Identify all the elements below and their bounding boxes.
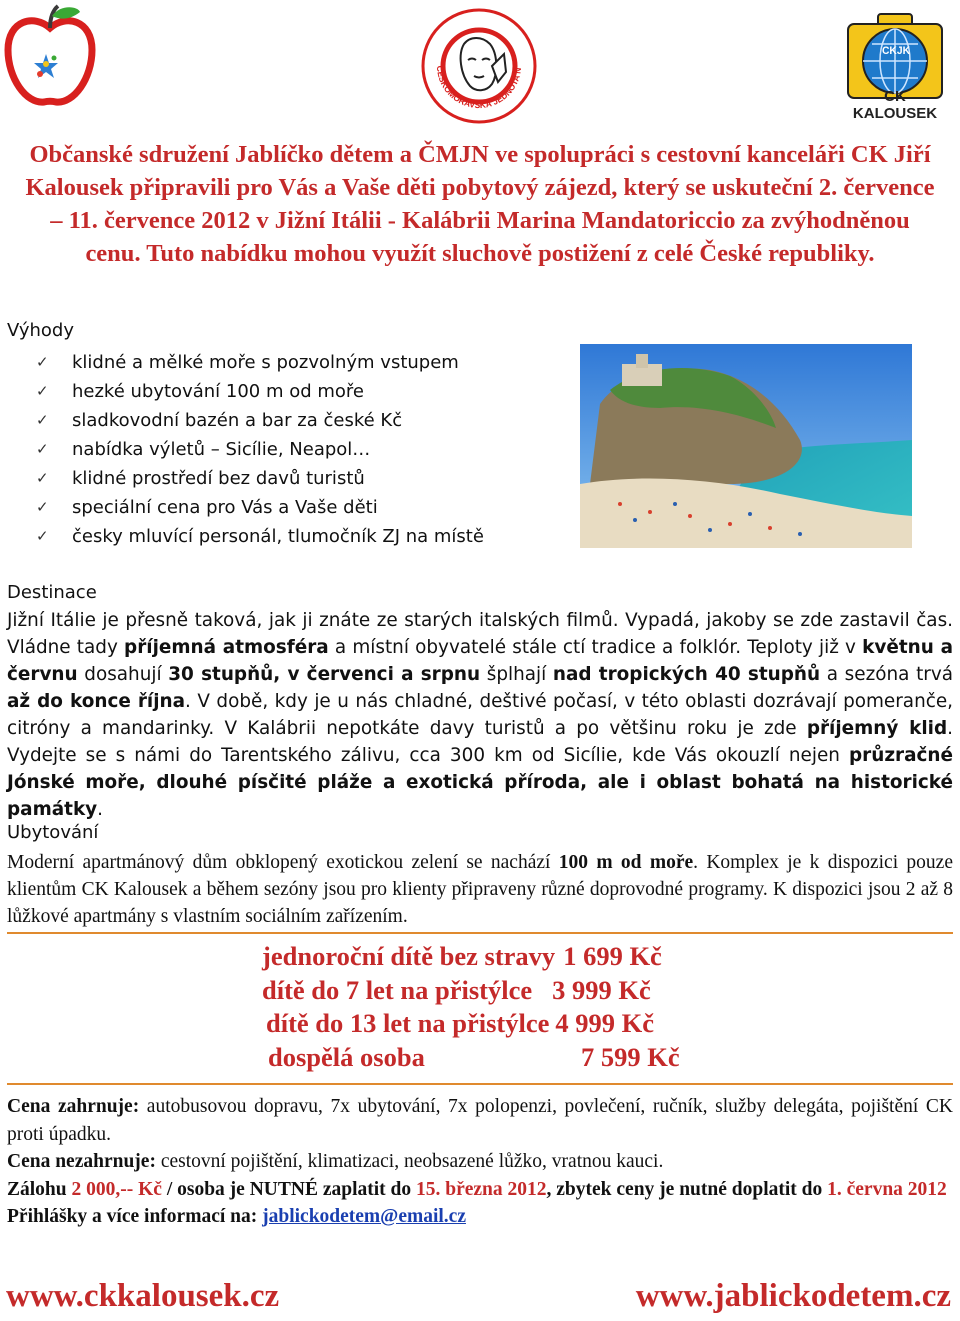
price-row: dospělá osoba 7 599 Kč — [268, 1041, 680, 1072]
checkmark-icon: ✓ — [36, 527, 49, 545]
price-excludes: Cena nezahrnuje: cestovní pojištění, klimatizaci, neobsazené lůžko, vratnou kauci. — [7, 1151, 664, 1172]
list-item: ✓ klidné a mělké moře s pozvolným vstupem — [36, 348, 566, 377]
checkmark-icon: ✓ — [36, 411, 49, 429]
cmjn-logo — [414, 8, 544, 128]
destination-heading: Destinace — [7, 582, 97, 603]
intro-text: Občanské sdružení Jablíčko dětem a ČMJN ve spolupráci s cestovní kanceláři CK Jiří Kalousek připravili pro Vás a Vaše děti pobytový zájezd, který se uskuteční 2. července – 11. července 2012 v Jižní Itálii - Kalábrii Marina Mandatoriccio za zvýhodněnou cenu. Tuto nabídku mohou využít sluchově postižení z celé České republiky. — [25, 141, 935, 267]
price-list — [262, 940, 722, 1074]
application-info: Přihlášky a více informací na: jablickodetem@email.cz — [7, 1206, 466, 1227]
advantages-list — [36, 348, 566, 551]
checkmark-icon: ✓ — [36, 469, 49, 487]
terms-section — [7, 1093, 953, 1231]
apple-icon — [4, 4, 96, 108]
price-includes: Cena zahrnuje: autobusovou dopravu, 7x ubytování, 7x polopenzi, povlečení, ručník, služby delegáta, pojištění CK proti úpadku. — [7, 1096, 953, 1145]
checkmark-icon: ✓ — [36, 353, 49, 371]
price-row: dítě do 7 let na přistýlce 3 999 Kč — [262, 974, 651, 1005]
tropea-coast-photo — [580, 344, 912, 548]
checkmark-icon: ✓ — [36, 440, 49, 458]
destination-text: Jižní Itálie je přesně taková, jak ji znáte ze starých italských filmů. Vypadá, jakoby se zde zastavil čas. Vládne tady příjemná atmosféra a místní obyvatelé stále ctí tradice a folklór. Teploty již v květnu a červnu dosahují 30 stupňů, v červenci a srpnu šplhají nad tropických 40 stupňů a sezóna trvá až do konce října. V době, kdy je u nás chladné, deštivé počasí, v této oblasti dozrávají pomeranče, citróny a mandarinky. V Kalábrii nepotkáte davy turistů a po většinu roku je zde příjemný klid. Vydejte se s námi do Tarentského zálivu, cca 300 km od Sicílie, kde Vás okouzlí nejen průzračné Jónské moře, dlouhé písčité pláže a exotická příroda, ale i oblast bohatá na historické památky. — [7, 610, 953, 820]
advantages-heading: Výhody — [7, 320, 74, 341]
ck-kalousek-logo — [842, 10, 948, 122]
divider — [7, 1083, 953, 1085]
list-item: ✓ česky mluvící personál, tlumočník ZJ na místě — [36, 522, 566, 551]
ck-kalousek-caption: CK KALOUSEK — [852, 88, 938, 122]
jablicko-logo — [4, 4, 96, 108]
price-row: dítě do 13 let na přistýlce 4 999 Kč — [266, 1008, 654, 1038]
list-item: ✓ hezké ubytování 100 m od moře — [36, 377, 566, 406]
list-item: ✓ speciální cena pro Vás a Vaše děti — [36, 493, 566, 522]
svg-text:ČESKOMORAVSKÁ JEDNOTA NESLYŠÍC: ČESKOMORAVSKÁ JEDNOTA N — [434, 65, 524, 111]
email-link[interactable]: jablickodetem@email.cz — [262, 1206, 466, 1227]
accommodation-text: Moderní apartmánový dům obklopený exotickou zelení se nachází 100 m od moře. Komplex je k dispozici pouze klientům CK Kalousek a během sezóny jsou pro klienty připraveny různé doprovodné programy. K dispozici jsou 2 až 8 lůžkové apartmány s vlastním sociálním zařízením. — [7, 852, 953, 927]
cmjn-seal-icon — [414, 8, 544, 128]
list-item: ✓ nabídka výletů – Sicílie, Neapol… — [36, 435, 566, 464]
svg-text:CKJK: CKJK — [882, 45, 911, 57]
divider — [7, 932, 953, 934]
checkmark-icon: ✓ — [36, 498, 49, 516]
list-item: ✓ klidné prostředí bez davů turistů — [36, 464, 566, 493]
checkmark-icon: ✓ — [36, 382, 49, 400]
website-link-ckkalousek[interactable]: www.ckkalousek.cz — [6, 1278, 280, 1314]
website-link-jablickodetem[interactable]: www.jablickodetem.cz — [635, 1278, 951, 1314]
deposit-info: Zálohu 2 000,-- Kč / osoba je NUTNÉ zaplatit do 15. března 2012, zbytek ceny je nutné doplatit do 1. června 2012 — [7, 1178, 947, 1200]
accommodation-heading: Ubytování — [7, 822, 99, 843]
price-row: jednoroční dítě bez stravy 1 699 Kč — [262, 941, 662, 971]
list-item: ✓ sladkovodní bazén a bar za české Kč — [36, 406, 566, 435]
